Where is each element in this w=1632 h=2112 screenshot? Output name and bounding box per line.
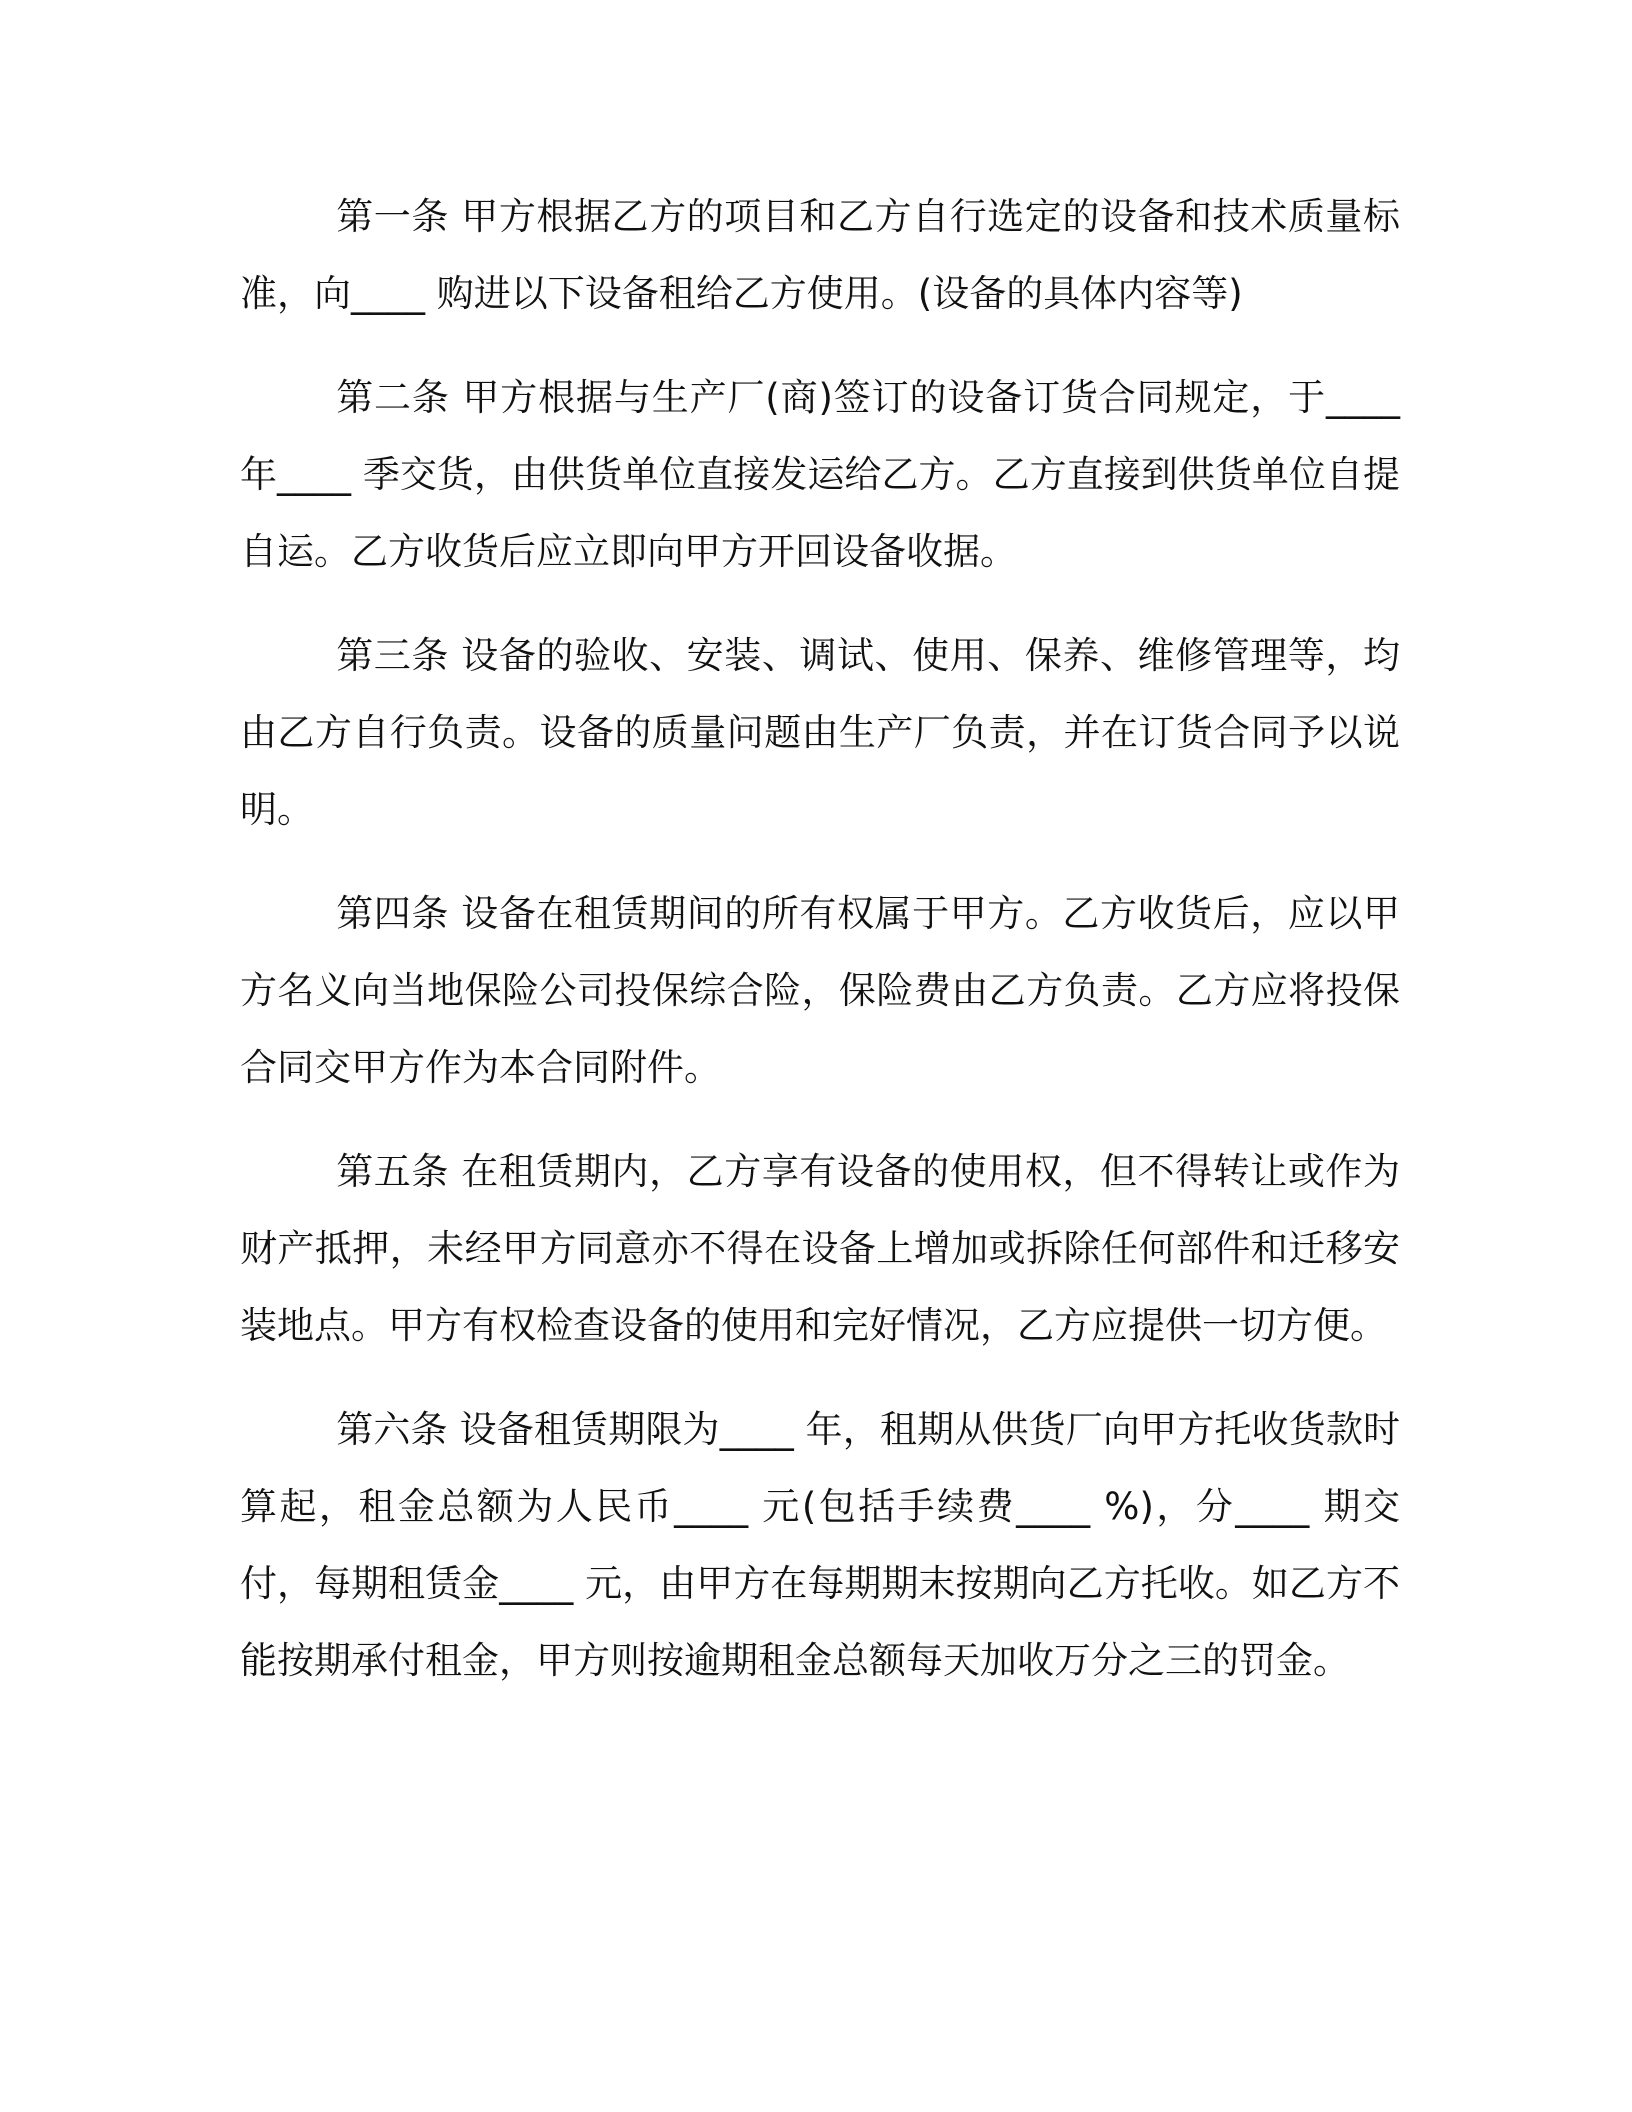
article-2: 第二条 甲方根据与生产厂(商)签订的设备订货合同规定，于____ 年____ 季交货，由供货单位直接发运给乙方。乙方直接到供货单位自提自运。乙方收货后应立即向甲方开回设备收据。 xyxy=(240,376,1400,573)
article-3: 第三条 设备的验收、安装、调试、使用、保养、维修管理等，均由乙方自行负责。设备的质量问题由生产厂负责，并在订货合同予以说明。 xyxy=(240,634,1400,831)
article-6: 第六条 设备租赁期限为____ 年，租期从供货厂向甲方托收货款时算起，租金总额为人民币____ 元(包括手续费____ %)，分____ 期交付，每期租赁金____ 元，由甲方在每期期末按期向乙方托收。如乙方不能按期承付租金，甲方则按逾期租金总额每天加收万分之三的罚金。 xyxy=(240,1408,1400,1682)
article-5: 第五条 在租赁期内，乙方享有设备的使用权，但不得转让或作为财产抵押，未经甲方同意亦不得在设备上增加或拆除任何部件和迁移安装地点。甲方有权检查设备的使用和完好情况，乙方应提供一切方便。 xyxy=(240,1150,1400,1347)
contract-body xyxy=(240,178,1400,1726)
article-4: 第四条 设备在租赁期间的所有权属于甲方。乙方收货后，应以甲方名义向当地保险公司投保综合险，保险费由乙方负责。乙方应将投保合同交甲方作为本合同附件。 xyxy=(240,892,1400,1089)
article-1: 第一条 甲方根据乙方的项目和乙方自行选定的设备和技术质量标准，向____ 购进以下设备租给乙方使用。(设备的具体内容等) xyxy=(240,195,1400,315)
